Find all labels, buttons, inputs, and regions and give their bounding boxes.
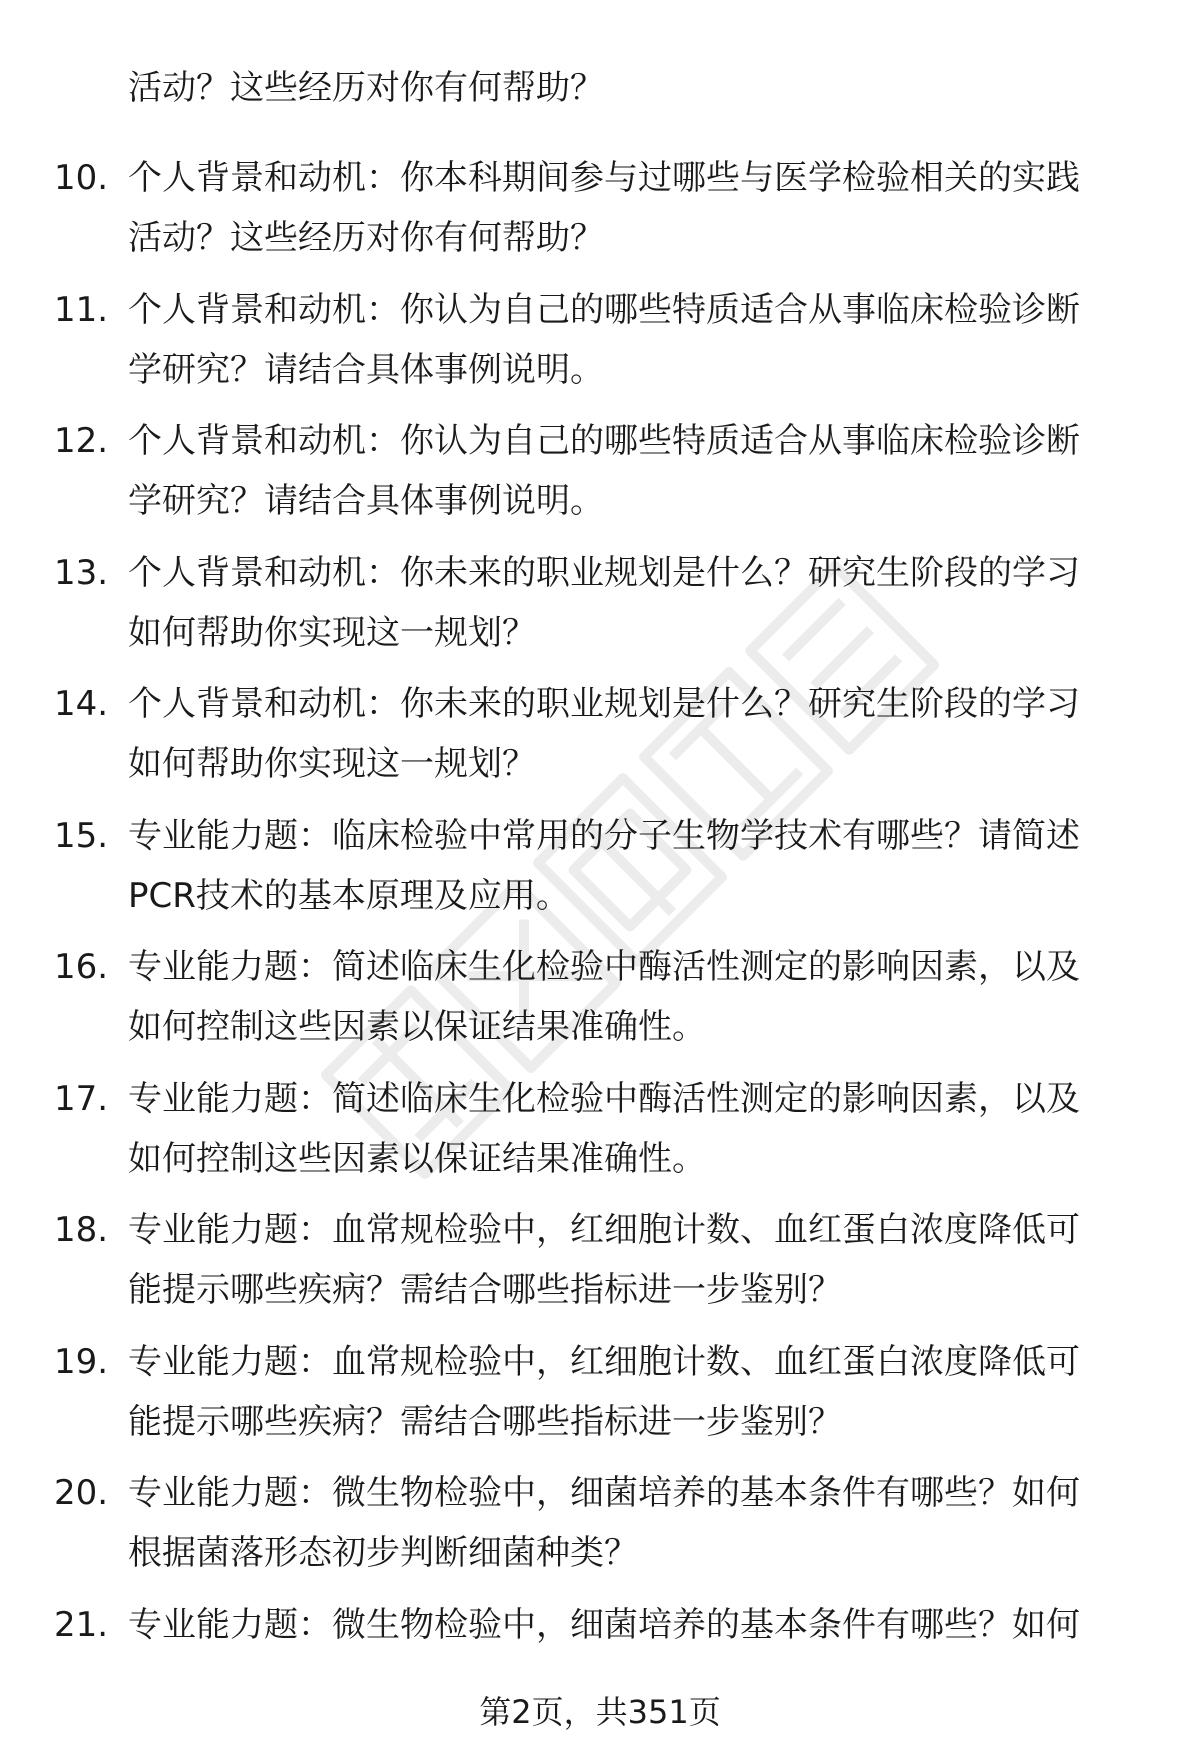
question-line-2: 如何控制这些因素以保证结果准确性。	[128, 1007, 706, 1047]
question-text	[128, 674, 1138, 794]
question-text	[128, 148, 1138, 268]
question-list	[0, 148, 1200, 1726]
question-number: 10.	[54, 158, 109, 198]
question-line-1: 专业能力题：血常规检验中，红细胞计数、血红蛋白浓度降低可	[128, 1210, 1080, 1250]
question-number: 15.	[54, 815, 109, 856]
question-number: 19.	[54, 1341, 109, 1382]
list-item	[0, 937, 1200, 1069]
question-line-2: 能提示哪些疾病？需结合哪些指标进一步鉴别？	[128, 1270, 842, 1310]
question-text	[128, 937, 1138, 1057]
question-line-2: 如何控制这些因素以保证结果准确性。	[128, 1138, 706, 1179]
question-line-1: 专业能力题：血常规检验中，红细胞计数、血红蛋白浓度降低可	[128, 1341, 1080, 1382]
question-line-1: 个人背景和动机：你本科期间参与过哪些与医学检验相关的实践	[128, 158, 1080, 198]
page-footer: 第2页，共351页	[479, 1693, 721, 1731]
question-line-2: 学研究？请结合具体事例说明。	[128, 349, 604, 390]
question-number: 18.	[54, 1210, 109, 1250]
list-item	[0, 411, 1200, 543]
question-line-2: PCR技术的基本原理及应用。	[128, 875, 570, 916]
continuation-text: 活动？这些经历对你有何帮助？	[128, 68, 604, 108]
question-line-1: 专业能力题：临床检验中常用的分子生物学技术有哪些？请简述	[128, 815, 1080, 856]
question-number: 17.	[54, 1078, 109, 1119]
question-text	[128, 1069, 1138, 1189]
question-text	[128, 543, 1138, 663]
question-line-2: 活动？这些经历对你有何帮助？	[128, 218, 604, 258]
list-item	[0, 1069, 1200, 1201]
question-number: 21.	[54, 1604, 109, 1645]
question-number: 20.	[54, 1473, 109, 1513]
question-line-1: 专业能力题：微生物检验中，细菌培养的基本条件有哪些？如何	[128, 1604, 1080, 1645]
question-line-1: 个人背景和动机：你未来的职业规划是什么？研究生阶段的学习	[128, 552, 1080, 593]
list-item	[0, 1332, 1200, 1464]
question-text	[128, 280, 1138, 400]
question-line-1: 个人背景和动机：你认为自己的哪些特质适合从事临床检验诊断	[128, 421, 1080, 461]
list-item	[0, 148, 1200, 280]
question-line-1: 个人背景和动机：你未来的职业规划是什么？研究生阶段的学习	[128, 684, 1080, 724]
question-text	[128, 806, 1138, 926]
question-text	[128, 411, 1138, 531]
list-item	[0, 1200, 1200, 1332]
question-line-2: 能提示哪些疾病？需结合哪些指标进一步鉴别？	[128, 1401, 842, 1442]
list-item	[0, 1463, 1200, 1595]
question-number: 14.	[54, 684, 109, 724]
question-line-1: 专业能力题：简述临床生化检验中酶活性测定的影响因素，以及	[128, 1078, 1080, 1119]
list-item	[0, 280, 1200, 412]
question-text	[128, 1200, 1138, 1320]
question-text	[128, 1332, 1138, 1452]
list-item	[0, 543, 1200, 675]
question-text	[128, 1463, 1138, 1583]
question-line-2: 根据菌落形态初步判断细菌种类？	[128, 1533, 638, 1573]
question-line-1: 个人背景和动机：你认为自己的哪些特质适合从事临床检验诊断	[128, 289, 1080, 330]
question-line-1: 专业能力题：简述临床生化检验中酶活性测定的影响因素，以及	[128, 947, 1080, 987]
question-number: 16.	[54, 947, 109, 987]
question-line-2: 如何帮助你实现这一规划？	[128, 612, 536, 653]
question-number: 11.	[54, 289, 109, 330]
question-number: 12.	[54, 421, 109, 461]
question-line-2: 如何帮助你实现这一规划？	[128, 744, 536, 784]
question-line-2: 学研究？请结合具体事例说明。	[128, 481, 604, 521]
list-item	[0, 674, 1200, 806]
question-line-1: 专业能力题：微生物检验中，细菌培养的基本条件有哪些？如何	[128, 1473, 1080, 1513]
question-number: 13.	[54, 552, 109, 593]
question-text	[128, 1595, 1138, 1655]
list-item	[0, 806, 1200, 938]
